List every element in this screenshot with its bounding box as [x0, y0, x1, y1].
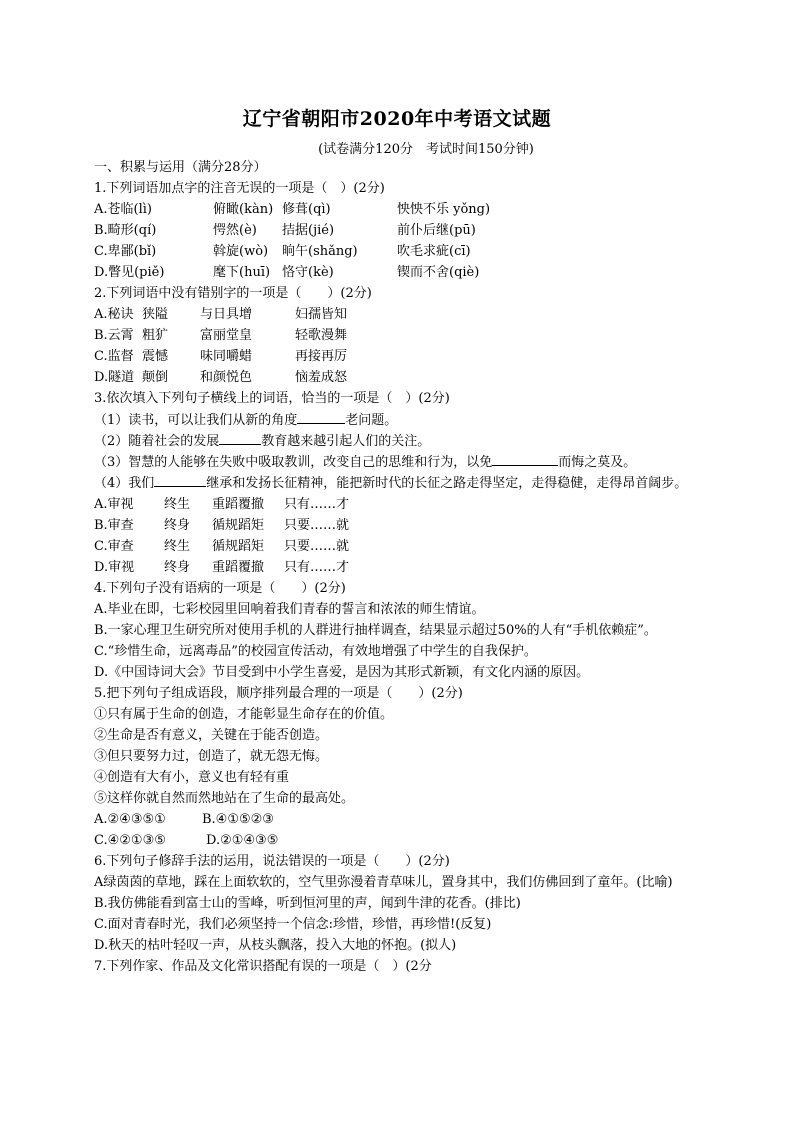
question-1-stem: 1.下列词语加点字的注音无误的一项是（ ）(2分) [94, 181, 385, 196]
question-3-sentence-2 [94, 430, 714, 451]
sentence-text: （2）随着社会的发展 [94, 434, 220, 449]
option-item: 与日具增 [200, 307, 253, 322]
option-item: 终身 [164, 518, 191, 533]
option-item: 俯瞰(kàn) [213, 202, 274, 217]
option-item: A.审视 [94, 497, 134, 512]
option-item: 恼羞成怒 [295, 370, 348, 385]
option-item: 斡旋(wò) [213, 244, 269, 259]
question-6-stem: 6.下列句子修辞手法的运用，说法错误的一项是（ ）(2分) [94, 854, 450, 869]
question-5-sentence: ④创造有大有小，意义也有轻有重 [94, 770, 290, 785]
sentence-text: （4）我们 [94, 476, 155, 491]
sentence-text: 继承和发扬长征精神，能把新时代的长征之路走得坚定，走得稳健，走得昂首阔步。 [206, 476, 688, 491]
option-item: A.秘诀 [94, 307, 134, 322]
question-5-options-cd [94, 830, 714, 851]
question-1-option-d [94, 262, 714, 283]
option-item: 循规蹈矩 [212, 518, 265, 533]
option-item: 富丽堂皇 [200, 328, 253, 343]
option-item: A.②④③⑤① [94, 812, 166, 827]
option-item: 麾下(huī) [213, 265, 271, 280]
option-item: 味同嚼蜡 [200, 349, 253, 364]
option-item: B.④①⑤②③ [202, 812, 274, 827]
question-3-stem: 3.依次填入下列句子横线上的词语，恰当的一项是（ ）(2分) [94, 391, 450, 406]
question-3-option-c [94, 536, 714, 557]
question-2-option-c [94, 346, 714, 367]
exam-info: (试卷满分120分 考试时间150分钟) [318, 142, 534, 157]
option-item: 妇孺皆知 [295, 307, 348, 322]
option-item: 终生 [164, 539, 191, 554]
fill-blank [492, 451, 558, 466]
option-item: 颠倒 [142, 370, 169, 385]
option-item: 再接再厉 [295, 349, 348, 364]
option-item: 愕然(è) [213, 223, 257, 238]
option-item: 锲而不舍(qiè) [397, 265, 480, 280]
question-5-sentence: ⑤这样你就自然而然地站在了生命的最高处。 [94, 791, 355, 806]
question-4-option-c: C.“珍惜生命，远离毒品”的校园宣传活动，有效地增强了中学生的自我保护。 [94, 644, 537, 659]
option-item: 重蹈覆撤 [212, 560, 265, 575]
option-item: 粗犷 [142, 328, 169, 343]
sentence-text: 老问题。 [345, 413, 398, 428]
option-item: 晌午(shǎng) [282, 244, 358, 259]
question-2-option-d [94, 367, 714, 388]
fill-blank [219, 430, 261, 445]
option-item: 终身 [164, 560, 191, 575]
option-item: B.审查 [94, 518, 134, 533]
option-item: 吹毛求疵(cī) [397, 244, 471, 259]
option-item: 震憾 [142, 349, 169, 364]
option-item: 前仆后继(pū) [397, 223, 476, 238]
question-7-stem: 7.下列作家、作品及文化常识搭配有误的一项是（ ）(2分 [94, 959, 432, 974]
question-6-option-b: B.我仿佛能看到富士山的雪峰，听到恒河里的声，闻到牛津的花香。(排比) [94, 896, 521, 911]
option-item: D.瞥见(piě) [94, 265, 165, 280]
question-3-option-d [94, 557, 714, 578]
option-item: 狭隘 [142, 307, 169, 322]
option-item: 只要……就 [284, 539, 350, 554]
option-item: 只有……才 [284, 560, 350, 575]
question-1-option-c [94, 241, 714, 262]
option-item: 和颜悦色 [200, 370, 253, 385]
question-3-sentence-1 [94, 409, 714, 430]
exam-content [94, 157, 714, 977]
question-1-option-b [94, 220, 714, 241]
question-4-option-b: B.一家心理卫生研究所对使用手机的人群进行抽样调查，结果显示超过50%的人有“手机依赖症”。 [94, 623, 657, 638]
option-item: B.畸形(qí) [94, 223, 157, 238]
question-3-sentence-3 [94, 451, 714, 472]
question-5-stem: 5.把下列句子组成语段，顺序排列最合理的一项是（ ）(2分) [94, 686, 463, 701]
question-3-sentence-4 [94, 472, 714, 494]
section-heading: 一、积累与运用（满分28分） [94, 160, 267, 175]
option-item: 只要……就 [284, 518, 350, 533]
question-6-option-d: D.秋天的枯叶轻叹一声，从枝头飘落，投入大地的怀抱。(拟人) [94, 938, 457, 953]
page-title: 辽宁省朝阳市2020年中考语文试题 [242, 108, 552, 130]
option-item: 轻歌漫舞 [295, 328, 348, 343]
question-4-stem: 4.下列句子没有语病的一项是（ ）(2分) [94, 581, 346, 596]
question-5-sentence: ①只有属于生命的创造，才能彰显生命存在的价值。 [94, 707, 394, 722]
option-item: 怏怏不乐 yǒng) [397, 202, 491, 217]
option-item: 恪守(kè) [282, 265, 334, 280]
question-5-sentence: ③但只要努力过，创造了，就无怨无悔。 [94, 749, 329, 764]
fill-blank [154, 472, 206, 487]
question-4-option-d: D.《中国诗词大会》节目受到中小学生喜爱，是因为其形式新颖，有文化内涵的原因。 [94, 665, 590, 680]
option-item: B.云霄 [94, 328, 134, 343]
option-item: 修葺(qì) [282, 202, 331, 217]
option-item: C.审查 [94, 539, 134, 554]
question-2-option-a [94, 304, 714, 325]
question-3-option-a [94, 494, 714, 515]
fill-blank [297, 409, 345, 424]
question-3-option-b [94, 515, 714, 536]
question-6-option-c: C.面对青春时光，我们必须坚持一个信念:珍惜，珍惜，再珍惜!(反复) [94, 917, 492, 932]
question-1-option-a [94, 199, 714, 220]
option-item: 重蹈覆撤 [212, 497, 265, 512]
option-item: 循规蹈矩 [212, 539, 265, 554]
option-item: 终生 [164, 497, 191, 512]
question-4-option-a: A.毕业在即，七彩校园里回响着我们青春的誓言和浓浓的师生情谊。 [94, 602, 485, 617]
option-item: C.卑鄙(bǐ) [94, 244, 157, 259]
question-6-option-a: A绿茵茵的草地，踩在上面软软的，空气里弥漫着青草味儿，置身其中，我们仿佛回到了童年。(比喻) [94, 875, 673, 890]
question-5-sentence: ②生命是否有意义，关键在于能否创造。 [94, 728, 329, 743]
sentence-text: 而悔之莫及。 [558, 455, 637, 470]
question-2-option-b [94, 325, 714, 346]
option-item: C.监督 [94, 349, 134, 364]
option-item: A.苍临(lì) [94, 202, 152, 217]
option-item: 只有……才 [284, 497, 350, 512]
option-item: D.隧道 [94, 370, 135, 385]
option-item: D.②①④③⑤ [206, 833, 279, 848]
option-item: C.④②①③⑤ [94, 833, 166, 848]
question-5-options-ab [94, 809, 714, 830]
question-2-stem: 2.下列词语中没有错别字的一项是（ ）(2分) [94, 286, 372, 301]
option-item: D.审视 [94, 560, 135, 575]
sentence-text: 教育越来越引起人们的关注。 [261, 434, 431, 449]
sentence-text: （1）读书，可以让我们从新的角度 [94, 413, 298, 428]
option-item: 拮据(jié) [282, 223, 335, 238]
sentence-text: （3）智慧的人能够在失败中吸取教训，改变自己的思维和行为，以免 [94, 455, 493, 470]
